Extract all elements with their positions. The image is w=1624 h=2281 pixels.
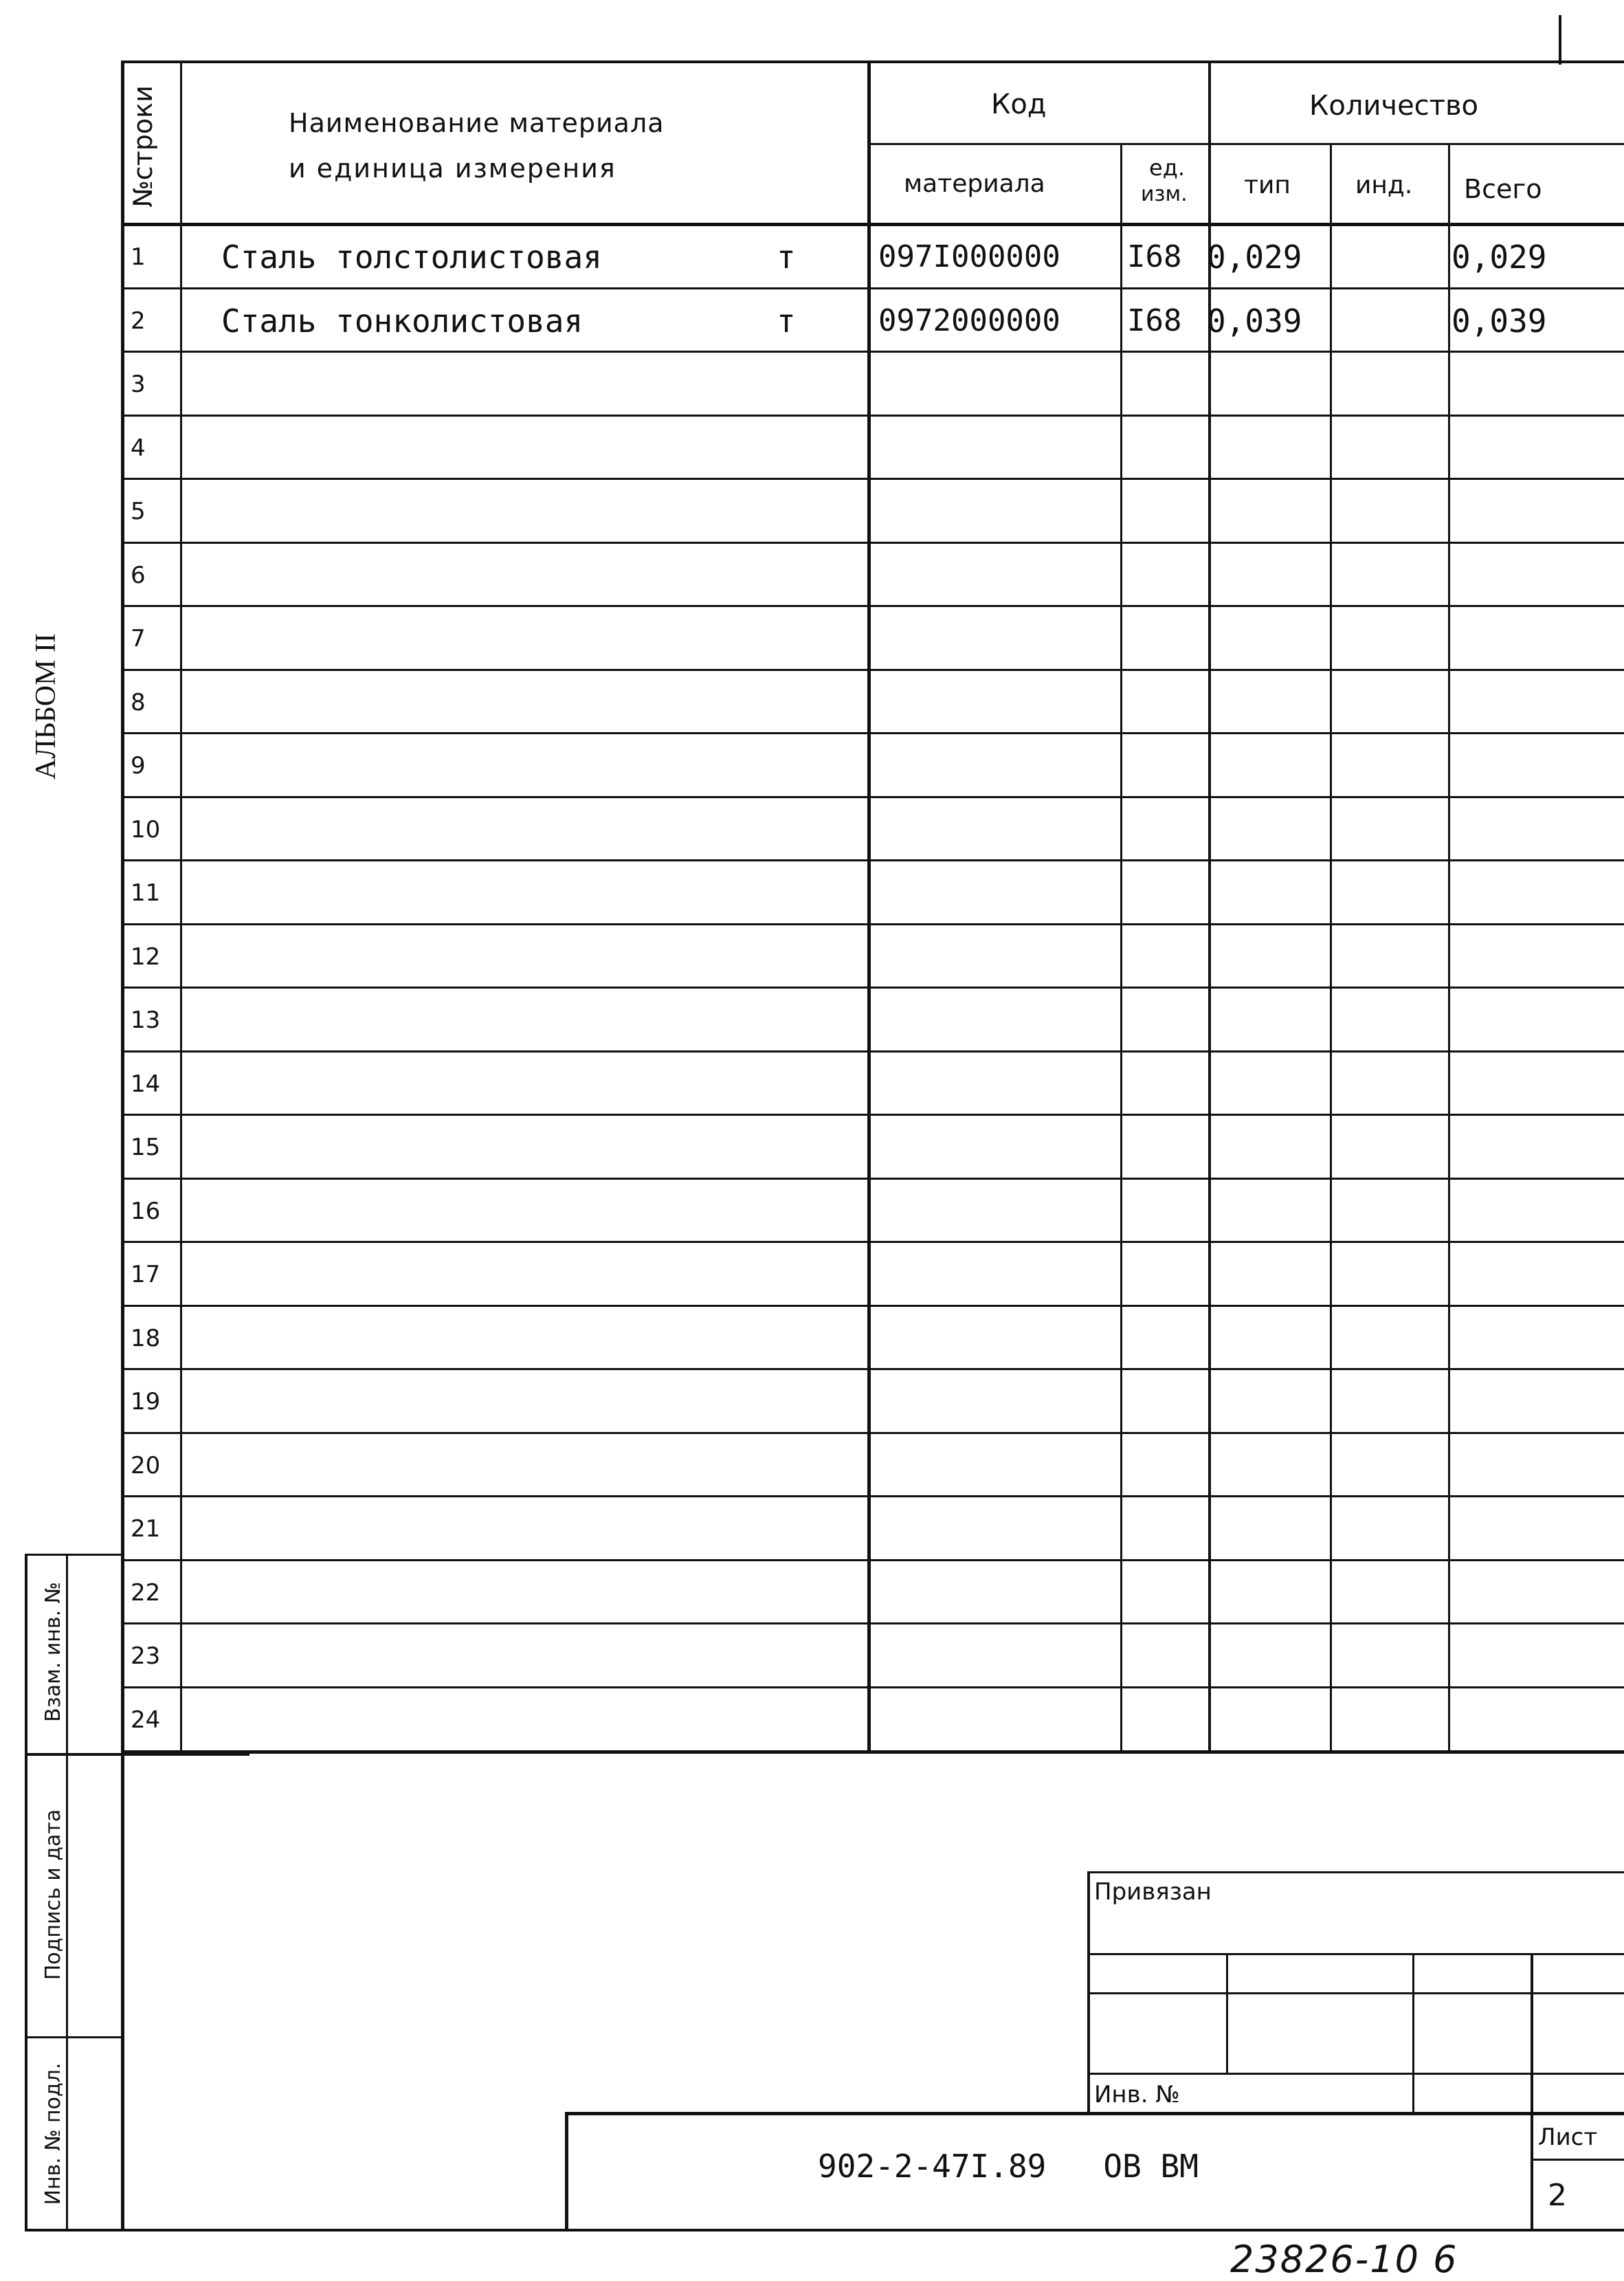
row-separator — [121, 1368, 1624, 1370]
row-number: 14 — [131, 1070, 161, 1098]
row-number: 18 — [131, 1324, 161, 1352]
code-header: Код — [991, 89, 1047, 120]
row-number: 9 — [131, 752, 146, 780]
row-number: 2 — [131, 307, 146, 335]
row-separator — [121, 1559, 1624, 1561]
row-number-header: №строки — [128, 85, 158, 208]
row-number: 23 — [131, 1642, 161, 1671]
row-number: 21 — [131, 1515, 161, 1543]
material-name: Сталь тонколистовая — [221, 302, 583, 340]
material-name: Сталь толстолистовая — [221, 239, 602, 276]
row-separator — [121, 1178, 1624, 1180]
code-unit-header-line1: ед. — [1149, 155, 1185, 181]
row-separator — [121, 605, 1624, 607]
row-separator — [121, 923, 1624, 925]
row-separator — [121, 1495, 1624, 1497]
qty-type-header: тип — [1244, 171, 1291, 199]
row-number: 5 — [131, 498, 146, 526]
row-number: 19 — [131, 1388, 161, 1416]
corner-mark — [1559, 15, 1561, 65]
row-number: 11 — [131, 879, 161, 907]
row-number: 17 — [131, 1261, 161, 1289]
unit-code: I68 — [1127, 239, 1182, 275]
row-separator — [121, 669, 1624, 671]
row-separator — [121, 1305, 1624, 1307]
qty-total: 0,039 — [1451, 302, 1547, 340]
row-separator — [121, 1050, 1624, 1053]
row-number: 6 — [131, 561, 146, 589]
row-number: 22 — [131, 1578, 161, 1607]
row-separator — [121, 478, 1624, 480]
code-unit-header-line2: изм. — [1141, 182, 1188, 206]
qty-total: 0,029 — [1451, 239, 1547, 276]
row-number: 12 — [131, 943, 161, 971]
row-separator — [121, 542, 1624, 544]
material-unit: т — [777, 302, 796, 340]
row-number: 13 — [131, 1006, 161, 1035]
row-number: 1 — [131, 243, 146, 272]
sheet-label: Лист — [1538, 2124, 1598, 2151]
material-code: 0972000000 — [878, 302, 1060, 338]
row-separator — [121, 1686, 1624, 1688]
name-header-line1: Наименование материала — [289, 108, 665, 138]
row-number: 4 — [131, 434, 146, 462]
podpis-data-label: Подпись и дата — [41, 1809, 65, 1981]
row-number: 10 — [131, 815, 161, 844]
row-separator — [121, 351, 1624, 353]
material-code: 097I000000 — [878, 239, 1060, 275]
row-separator — [121, 415, 1624, 417]
document-code: 902-2-47I.89 ОВ ВМ — [818, 2148, 1199, 2185]
row-number: 7 — [131, 625, 146, 653]
material-unit: т — [777, 239, 796, 276]
vzam-inv-label: Взам. инв. № — [41, 1582, 65, 1722]
footer-number: 23826-10 6 — [1230, 2238, 1458, 2281]
quantity-header: Количество — [1309, 90, 1479, 122]
sheet-number: 2 — [1548, 2178, 1567, 2213]
row-separator — [121, 287, 1624, 289]
row-separator — [121, 1114, 1624, 1116]
inv-no-label: Инв. № — [1094, 2081, 1180, 2108]
row-number: 20 — [131, 1451, 161, 1479]
row-separator — [121, 1241, 1624, 1243]
row-number: 8 — [131, 688, 146, 716]
row-separator — [121, 987, 1624, 989]
row-number: 15 — [131, 1134, 161, 1162]
name-header-line2: и единица измерения — [289, 153, 616, 184]
qty-type: 0,029 — [1207, 239, 1302, 276]
row-separator — [121, 859, 1624, 861]
privyazan-label: Привязан — [1094, 1878, 1212, 1906]
qty-ind-header: инд. — [1355, 171, 1413, 199]
row-number: 24 — [131, 1706, 161, 1734]
qty-type: 0,039 — [1207, 302, 1302, 340]
row-separator — [121, 1432, 1624, 1434]
unit-code: I68 — [1127, 302, 1182, 338]
row-separator — [121, 1622, 1624, 1624]
row-separator — [121, 796, 1624, 798]
inv-podl-label: Инв. № подл. — [41, 2062, 65, 2205]
row-separator — [121, 732, 1624, 734]
album-label: АЛЬБОМ II — [30, 633, 62, 780]
row-number: 16 — [131, 1197, 161, 1225]
code-material-header: материала — [904, 170, 1045, 198]
row-number: 3 — [131, 371, 146, 399]
qty-total-header: Всего — [1464, 174, 1542, 204]
